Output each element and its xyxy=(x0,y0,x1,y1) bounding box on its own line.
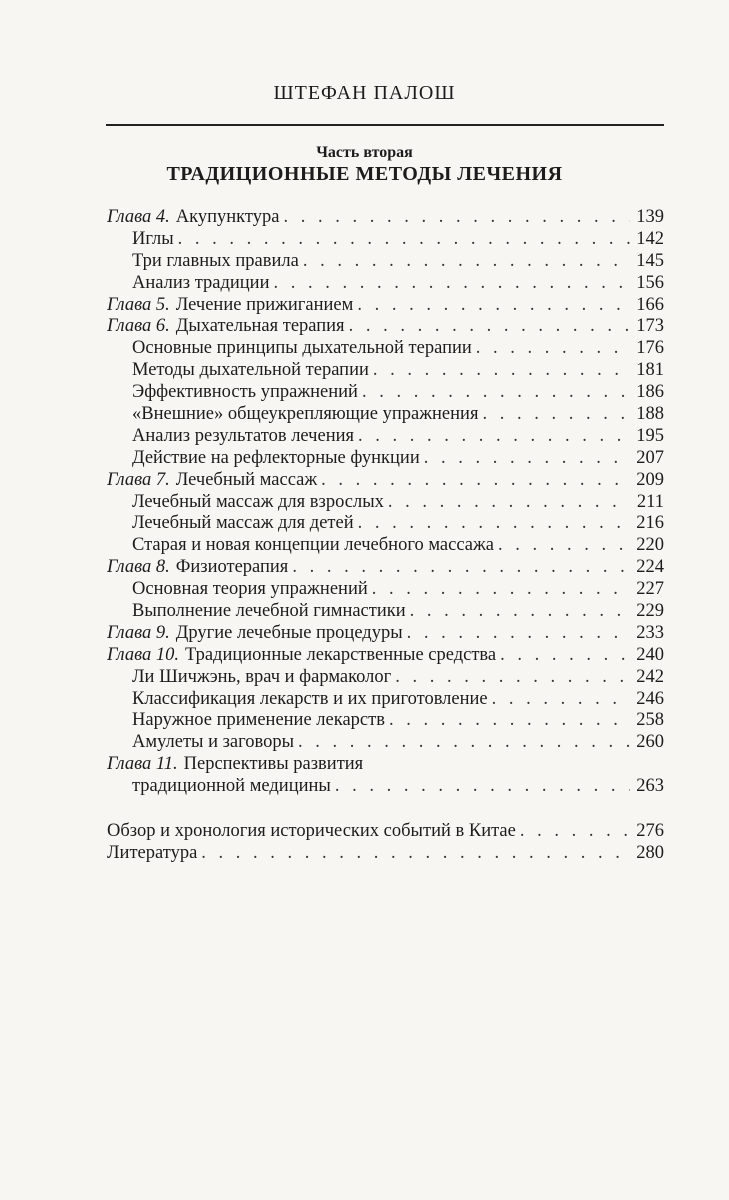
toc-chapter xyxy=(107,295,664,317)
page-number: 280 xyxy=(636,842,664,863)
dot-leader xyxy=(498,535,630,557)
chapter-label: Глава 11. xyxy=(107,754,178,775)
toc-entry-continued xyxy=(107,776,664,798)
dot-leader xyxy=(482,404,630,426)
page-number: 173 xyxy=(636,316,664,337)
chapter-label: Глава 10. xyxy=(107,644,179,665)
dot-leader xyxy=(372,579,630,601)
running-head: ШТЕФАН ПАЛОШ xyxy=(273,82,456,104)
page-number: 181 xyxy=(636,360,664,381)
dot-leader xyxy=(357,295,630,317)
dot-leader xyxy=(201,843,630,865)
entry-title: Другие лечебные процедуры xyxy=(175,622,403,643)
page-number: 240 xyxy=(636,644,664,665)
entry-title-continued: традиционной медицины xyxy=(132,776,331,797)
dot-leader xyxy=(407,623,630,645)
entry-title: Выполнение лечебной гимнастики xyxy=(132,601,406,622)
page-number: 227 xyxy=(636,579,664,600)
entry-title: Три главных правила xyxy=(132,250,299,271)
entry-title: Иглы xyxy=(132,228,174,249)
page-number: 145 xyxy=(636,250,664,271)
page-number: 142 xyxy=(636,228,664,249)
page-number: 260 xyxy=(636,732,664,753)
dot-leader xyxy=(303,251,630,273)
dot-leader xyxy=(358,513,630,535)
dot-leader xyxy=(389,710,630,732)
entry-title: Анализ результатов лечения xyxy=(132,425,355,446)
page-number: 176 xyxy=(636,338,664,359)
page-number: 195 xyxy=(636,425,664,446)
dot-leader xyxy=(349,316,630,338)
toc-section xyxy=(107,404,664,426)
chapter-label: Глава 8. xyxy=(107,557,170,578)
page-number: 258 xyxy=(636,710,664,731)
entry-title: Физиотерапия xyxy=(175,557,289,578)
toc-section xyxy=(107,513,664,535)
entry-title: Эффективность упражнений xyxy=(132,382,358,403)
page-number: 188 xyxy=(636,404,664,425)
entry-title: Лечение прижиганием xyxy=(175,294,354,315)
page-number: 156 xyxy=(636,272,664,293)
page-number: 263 xyxy=(636,776,664,797)
entry-title: Традиционные лекарственные средства xyxy=(185,644,497,665)
toc-chapter xyxy=(107,316,664,338)
toc-chapter xyxy=(107,470,664,492)
dot-leader xyxy=(410,601,630,623)
toc-section xyxy=(107,667,664,689)
dot-leader xyxy=(274,273,631,295)
dot-leader xyxy=(298,732,630,754)
toc-section xyxy=(107,535,664,557)
toc-back-matter xyxy=(107,843,664,865)
dot-leader xyxy=(358,426,630,448)
toc-section xyxy=(107,579,664,601)
page-number: 207 xyxy=(636,447,664,468)
entry-title: Акупунктура xyxy=(175,207,280,227)
toc-section xyxy=(107,251,664,273)
toc-section xyxy=(107,689,664,711)
entry-title: Амулеты и заговоры xyxy=(132,732,295,753)
chapter-label: Глава 7. xyxy=(107,469,170,490)
entry-title: Методы дыхательной терапии xyxy=(132,360,369,381)
entry-title: Литература xyxy=(107,842,198,863)
dot-leader xyxy=(395,667,630,689)
page-number: 166 xyxy=(636,294,664,315)
dot-leader xyxy=(362,382,630,404)
toc-section xyxy=(107,492,664,514)
page-number: 242 xyxy=(636,666,664,687)
dot-leader xyxy=(335,776,630,798)
toc-chapter xyxy=(107,207,664,229)
page-number: 186 xyxy=(636,382,664,403)
dot-leader xyxy=(424,448,630,470)
page-number: 233 xyxy=(636,622,664,643)
toc-section xyxy=(107,229,664,251)
toc-section xyxy=(107,448,664,470)
toc-section xyxy=(107,338,664,360)
table-of-contents xyxy=(107,207,664,865)
toc-section xyxy=(107,273,664,295)
toc-section xyxy=(107,426,664,448)
dot-leader xyxy=(520,821,630,843)
page-number: 229 xyxy=(636,601,664,622)
toc-section xyxy=(107,710,664,732)
toc-back-matter xyxy=(107,821,664,843)
dot-leader xyxy=(388,492,630,514)
dot-leader xyxy=(500,645,630,667)
toc-entry xyxy=(107,754,664,776)
dot-leader xyxy=(492,689,630,711)
entry-title: Обзор и хронология исторических событий в Китае xyxy=(107,821,516,842)
page-number: 209 xyxy=(636,469,664,490)
toc-section xyxy=(107,732,664,754)
chapter-label: Глава 4. xyxy=(107,207,170,227)
part-title: ТРАДИЦИОННЫЕ МЕТОДЫ ЛЕЧЕНИЯ xyxy=(166,163,563,185)
dot-leader xyxy=(321,470,630,492)
page-number: 220 xyxy=(636,535,664,556)
entry-title: Ли Шичжэнь, врач и фармаколог xyxy=(132,666,392,687)
entry-title: «Внешние» общеукрепляющие упражнения xyxy=(132,404,479,425)
entry-title: Классификация лекарств и их приготовление xyxy=(132,688,488,709)
toc-section xyxy=(107,360,664,382)
dot-leader xyxy=(476,338,630,360)
part-label: Часть вторая xyxy=(316,144,413,161)
entry-title: Лечебный массаж для взрослых xyxy=(132,491,384,512)
entry-title: Дыхательная терапия xyxy=(175,316,345,337)
entry-title: Действие на рефлекторные функции xyxy=(132,447,420,468)
dot-leader xyxy=(292,557,630,579)
entry-title: Лечебный массаж xyxy=(175,469,318,490)
chapter-label: Глава 9. xyxy=(107,622,170,643)
toc-chapter xyxy=(107,623,664,645)
chapter-label: Глава 5. xyxy=(107,294,170,315)
dot-leader xyxy=(178,229,630,251)
page-number: 224 xyxy=(636,557,664,578)
toc-section xyxy=(107,382,664,404)
entry-title: Лечебный массаж для детей xyxy=(132,513,354,534)
page-number: 276 xyxy=(636,821,664,842)
toc-chapter xyxy=(107,557,664,579)
page-number: 246 xyxy=(636,688,664,709)
entry-title: Основные принципы дыхательной терапии xyxy=(132,338,472,359)
entry-title: Перспективы развития xyxy=(183,754,364,775)
page-number: 216 xyxy=(636,513,664,534)
page-number: 211 xyxy=(636,491,664,512)
entry-title: Анализ традиции xyxy=(132,272,270,293)
toc-chapter xyxy=(107,645,664,667)
chapter-label: Глава 6. xyxy=(107,316,170,337)
entry-title: Основная теория упражнений xyxy=(132,579,368,600)
header-rule xyxy=(106,124,664,126)
entry-title: Наружное применение лекарств xyxy=(132,710,385,731)
dot-leader xyxy=(283,207,630,229)
toc-section xyxy=(107,601,664,623)
page-number: 139 xyxy=(636,207,664,227)
dot-leader xyxy=(373,360,630,382)
entry-title: Старая и новая концепции лечебного массажа xyxy=(132,535,494,556)
